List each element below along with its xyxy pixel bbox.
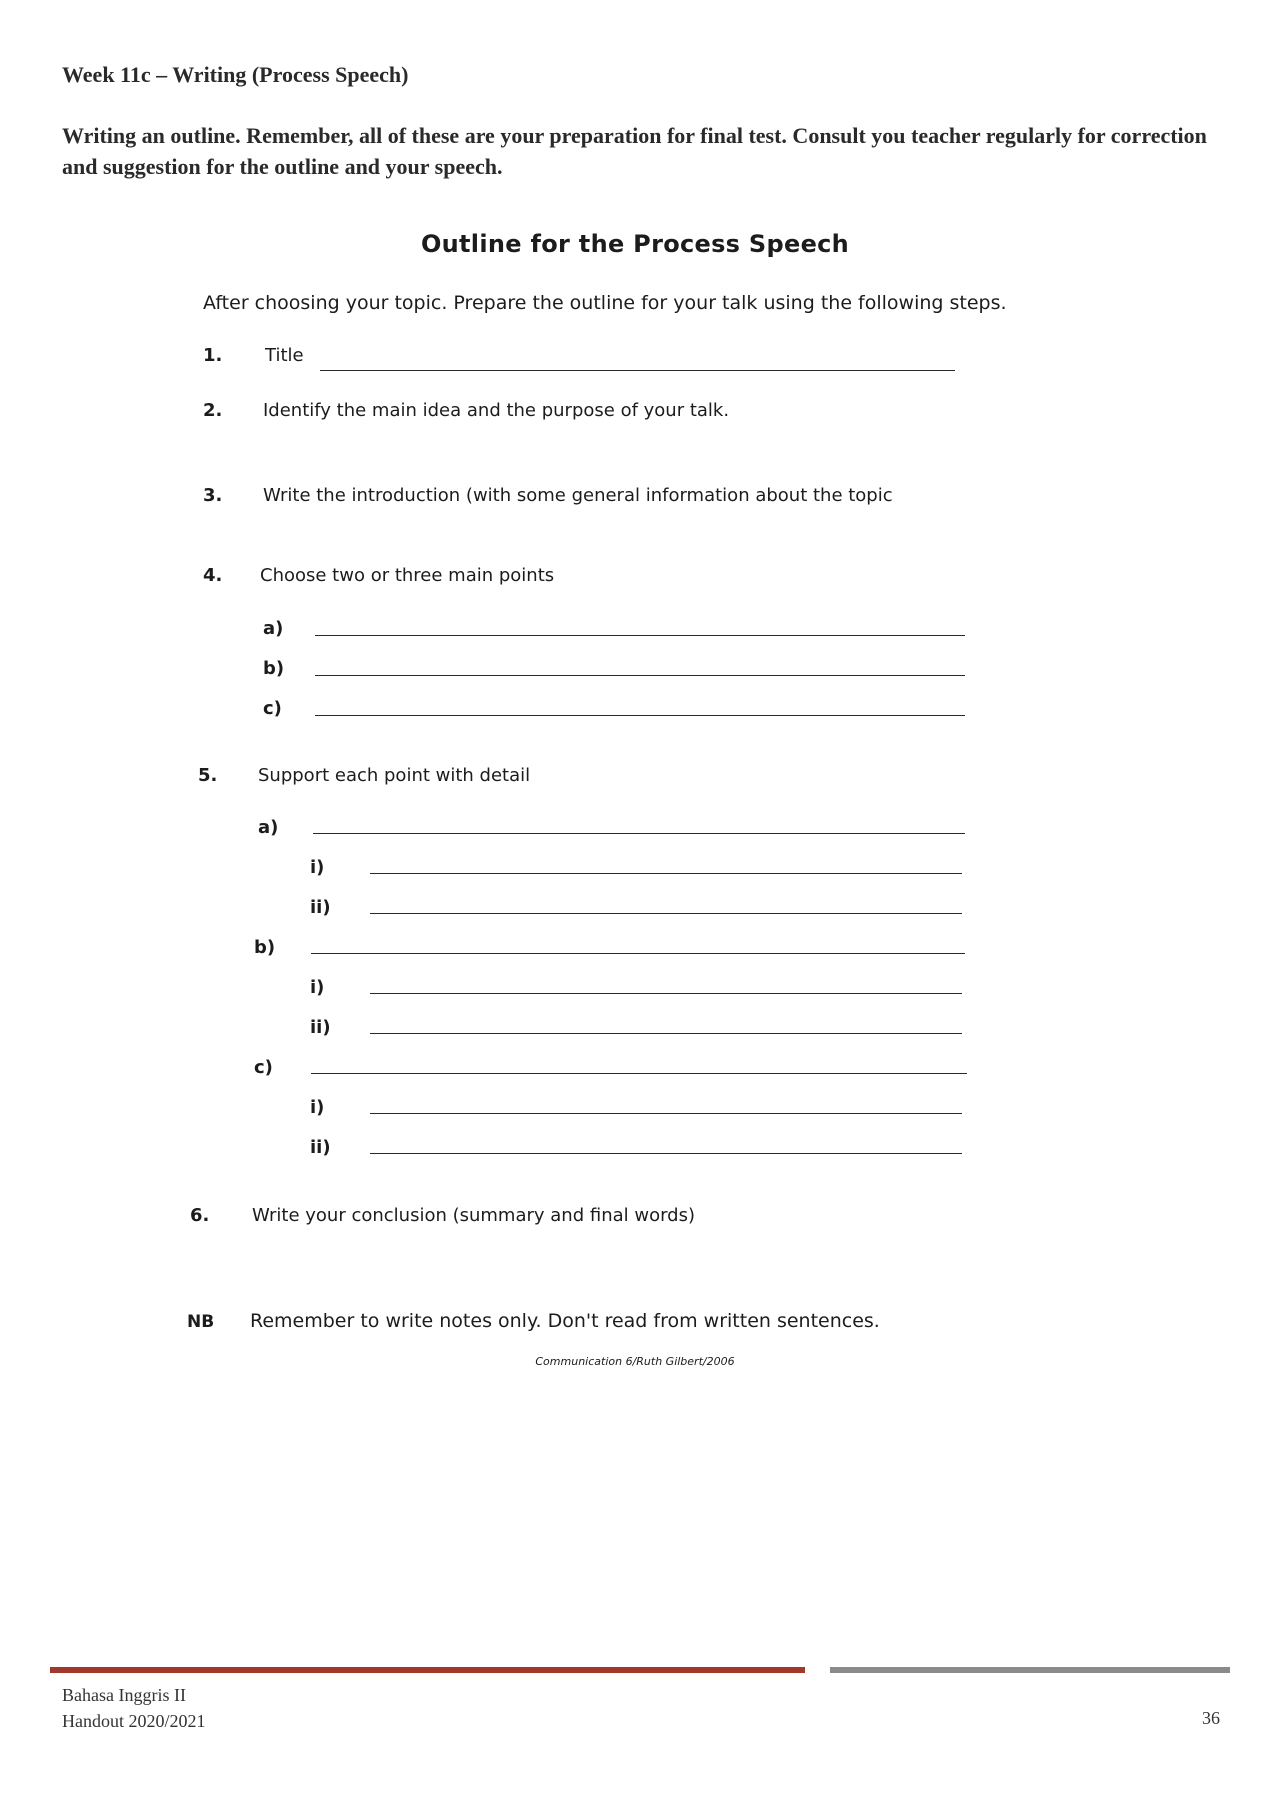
- step-text: Support each point with detail: [258, 765, 531, 786]
- worksheet-lead: After choosing your topic. Prepare the outline for your talk using the following steps.: [203, 292, 1007, 314]
- point-blank-line: [315, 635, 965, 636]
- step-text: Title: [265, 345, 304, 366]
- footer-info: [62, 1682, 206, 1734]
- detail-label: b): [254, 937, 276, 958]
- point-label: b): [263, 658, 285, 679]
- page-number: 36: [1202, 1708, 1220, 1728]
- detail-blank-line: [311, 953, 965, 954]
- footer-divider-gray: [830, 1667, 1230, 1673]
- detail-label: a): [258, 817, 279, 838]
- nb-label: NB: [187, 1312, 215, 1332]
- title-blank-line: [320, 370, 955, 371]
- footer-handout: Handout 2020/2021: [62, 1711, 206, 1731]
- sub-label: ii): [310, 1017, 331, 1038]
- nb-text: Remember to write notes only. Don't read from written sentences.: [250, 1310, 880, 1332]
- sub-blank-line: [370, 993, 962, 994]
- point-blank-line: [315, 715, 965, 716]
- sub-label: i): [310, 977, 325, 998]
- sub-label: i): [310, 1097, 325, 1118]
- point-blank-line: [315, 675, 965, 676]
- step-text: Write your conclusion (summary and final words): [252, 1205, 695, 1226]
- sub-blank-line: [370, 873, 962, 874]
- source-credit: Communication 6/Ruth Gilbert/2006: [535, 1355, 735, 1368]
- detail-label: c): [254, 1057, 273, 1078]
- page-title: Week 11c – Writing (Process Speech): [62, 62, 409, 87]
- sub-blank-line: [370, 1033, 962, 1034]
- sub-blank-line: [370, 1113, 962, 1114]
- step-text: Choose two or three main points: [260, 565, 555, 586]
- detail-blank-line: [311, 1073, 967, 1074]
- step-text: Write the introduction (with some general information about the topic: [263, 485, 893, 506]
- step-number: 5.: [198, 765, 218, 786]
- sub-label: i): [310, 857, 325, 878]
- step-number: 6.: [190, 1205, 210, 1226]
- point-label: a): [263, 618, 284, 639]
- footer-divider-red: [50, 1667, 805, 1673]
- footer-course: Bahasa Inggris II: [62, 1685, 186, 1705]
- detail-blank-line: [313, 833, 965, 834]
- step-number: 3.: [203, 485, 223, 506]
- sub-blank-line: [370, 913, 962, 914]
- sub-label: ii): [310, 1137, 331, 1158]
- intro-paragraph: Writing an outline. Remember, all of these are your preparation for final test. Consult you teacher regularly for correction and suggestion for the outline and your speech.: [62, 123, 1207, 179]
- step-number: 1.: [203, 345, 223, 366]
- scanned-worksheet: [170, 210, 1100, 1610]
- step-number: 2.: [203, 400, 223, 421]
- step-number: 4.: [203, 565, 223, 586]
- worksheet-title: Outline for the Process Speech: [420, 230, 850, 258]
- sub-label: ii): [310, 897, 331, 918]
- step-text: Identify the main idea and the purpose of your talk.: [263, 400, 730, 421]
- sub-blank-line: [370, 1153, 962, 1154]
- point-label: c): [263, 698, 282, 719]
